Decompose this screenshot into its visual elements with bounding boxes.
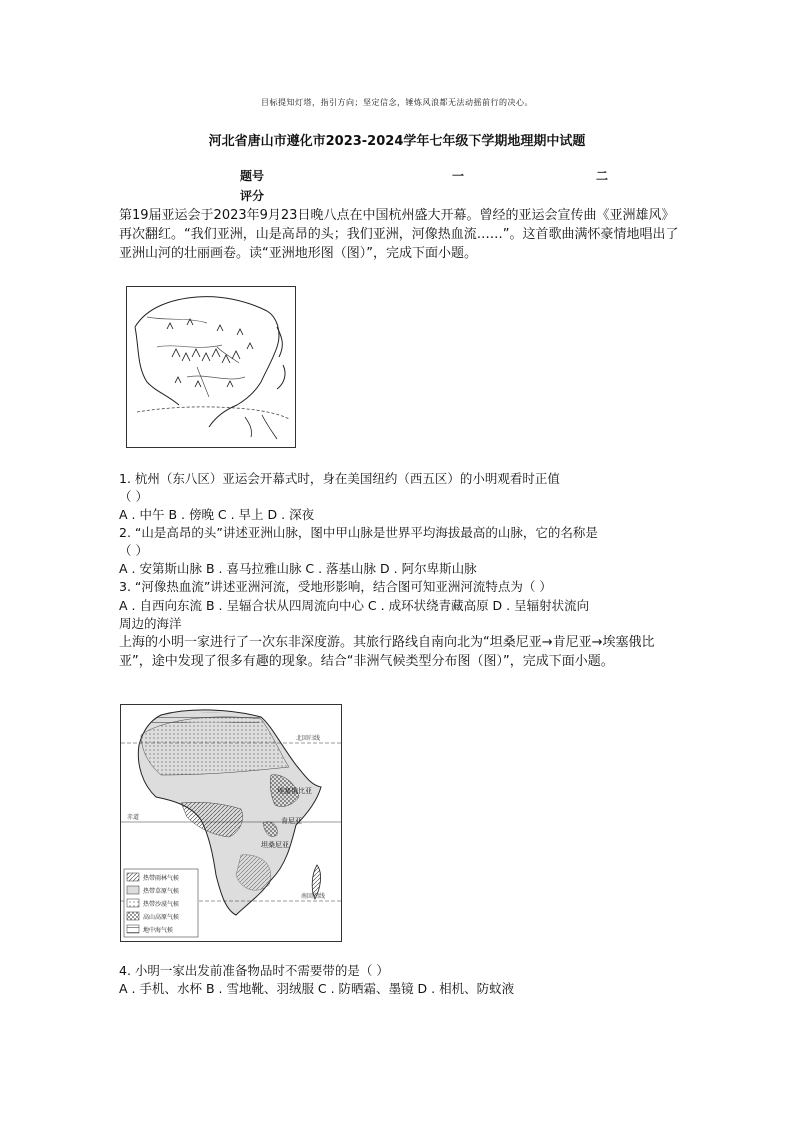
legend-rainforest: 热带雨林气候 xyxy=(143,875,180,882)
asia-map-graphic xyxy=(127,287,295,447)
q4-options: A . 手机、水杯 B . 雪地靴、羽绒服 C . 防晒霜、墨镜 D . 相机、防蚊液 xyxy=(119,981,515,996)
header-motto: 目标提知灯塔，指引方向；坚定信念，锤炼风浪都无法动摇前行的决心。 xyxy=(261,98,533,107)
kenya-label: 肯尼亚 xyxy=(281,817,302,825)
ethiopia-label: 埃塞俄比亚 xyxy=(277,787,312,795)
q2-stem: 2. “山是高昂的头”讲述亚洲山脉，图中甲山脉是世界平均海拔最高的山脉，它的名称是 xyxy=(119,525,598,540)
legend-savanna: 热带草原气候 xyxy=(143,888,180,895)
africa-map-graphic xyxy=(121,705,341,941)
score-col-2: 二 xyxy=(596,169,609,183)
africa-climate-map xyxy=(120,704,342,942)
tropic-n-label: 北回归线 xyxy=(296,735,321,742)
legend-desert: 热带沙漠气候 xyxy=(143,901,180,908)
intro-paragraph-1: 第19届亚运会于2023年9月23日晚八点在中国杭州盛大开幕。曾经的亚运会宣传曲《亚洲雄风》再次翻红。“我们亚洲，山是高昂的头；我们亚洲，河像热血流……”。这首歌曲满怀豪情地唱出了亚洲山河的壮丽画卷。读“亚洲地形图（图）”，完成下面小题。 xyxy=(119,208,679,261)
page-title: 河北省唐山市遵化市2023-2024学年七年级下学期地理期中试题 xyxy=(208,134,586,149)
equator-label: 赤道 xyxy=(127,814,140,821)
q2-options: A . 安第斯山脉 B . 喜马拉雅山脉 C . 落基山脉 D . 阿尔卑斯山脉 xyxy=(119,561,477,576)
score-label-score: 评分 xyxy=(240,189,265,203)
tropic-s-label: 南回归线 xyxy=(301,893,326,900)
legend-mediterranean: 地中海气候 xyxy=(143,927,174,934)
score-col-1: 一 xyxy=(452,169,465,183)
q1-blank: （ ） xyxy=(119,489,148,504)
intro-paragraph-2: 上海的小明一家进行了一次东非深度游。其旅行路线自南向北为“坦桑尼亚→肯尼亚→埃塞俄比亚”，途中发现了很多有趣的现象。结合“非洲气候类型分布图（图）”，完成下面小题。 xyxy=(119,635,655,669)
q3-options-line1: A . 自西向东流 B . 呈辐合状从四周流向中心 C . 成环状绕青藏高原 D . 呈辐射状流向 xyxy=(119,598,590,613)
q2-blank: （ ） xyxy=(119,543,148,558)
q1-stem: 1. 杭州（东八区）亚运会开幕式时，身在美国纽约（西五区）的小明观看时正值 xyxy=(119,471,560,486)
asia-terrain-map xyxy=(126,286,296,448)
q1-options: A . 中午 B . 傍晚 C . 早上 D . 深夜 xyxy=(119,507,315,522)
score-label-number: 题号 xyxy=(240,169,265,183)
tanzania-label: 坦桑尼亚 xyxy=(261,841,289,849)
q3-stem: 3. “河像热血流”讲述亚洲河流，受地形影响，结合图可知亚洲河流特点为（ ） xyxy=(119,579,552,594)
q4-stem: 4. 小明一家出发前准备物品时不需要带的是（ ） xyxy=(119,963,389,978)
legend-highland: 高山高原气候 xyxy=(143,914,180,921)
q3-options-line2: 周边的海洋 xyxy=(119,616,182,631)
